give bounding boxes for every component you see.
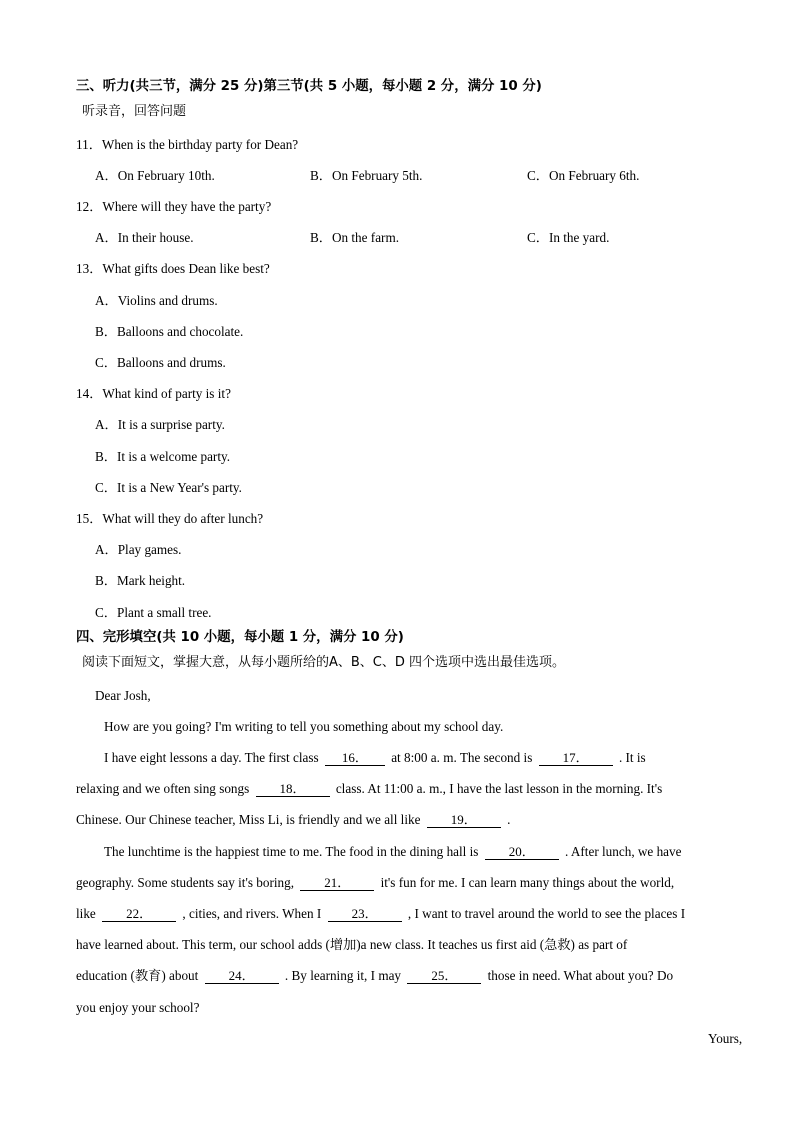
q13-option-b[interactable]: B．Balloons and chocolate.: [95, 324, 244, 339]
blank-22[interactable]: 22．: [102, 906, 176, 922]
passage-text: I have eight lessons a day. The first class: [104, 750, 319, 765]
section4-title: 四、完形填空(共 10 小题，每小题 1 分，满分 10 分): [76, 630, 404, 645]
passage-text: at 8:00 a. m. The second is: [391, 750, 533, 765]
section3-title: 三、听力(共三节，满分 25 分)第三节(共 5 小题，每小题 2 分，满分 10 分): [76, 79, 542, 94]
passage-line-7: [76, 905, 685, 923]
q12-option-c[interactable]: C．In the yard.: [527, 230, 610, 245]
q13-option-c[interactable]: C．Balloons and drums.: [95, 355, 226, 370]
passage-line-3: [76, 780, 662, 798]
passage-text: like: [76, 906, 96, 921]
passage-text: . It is: [618, 750, 646, 765]
passage-line-2: [104, 749, 646, 767]
q11-option-a[interactable]: A．On February 10th.: [95, 168, 215, 183]
letter-greeting: Dear Josh,: [95, 688, 151, 703]
question-14: 14．What kind of party is it?: [76, 386, 231, 401]
passage-text: , cities, and rivers. When I: [182, 906, 322, 921]
section4-instruction: 阅读下面短文，掌握大意，从每小题所给的A、B、C、D 四个选项中选出最佳选项。: [82, 655, 566, 670]
passage-line-6: [76, 874, 674, 892]
passage-text: those in need. What about you? Do: [487, 968, 674, 983]
passage-line-1: How are you going? I'm writing to tell you something about my school day.: [104, 719, 504, 734]
q11-option-b[interactable]: B．On February 5th.: [310, 168, 423, 183]
q13-option-a[interactable]: A．Violins and drums.: [95, 293, 218, 308]
passage-text: Chinese. Our Chinese teacher, Miss Li, is friendly and we all like: [76, 812, 421, 827]
blank-20[interactable]: 20．: [485, 844, 559, 860]
q15-option-b[interactable]: B．Mark height.: [95, 573, 186, 588]
blank-25[interactable]: 25．: [407, 968, 481, 984]
question-12: 12．Where will they have the party?: [76, 199, 272, 214]
blank-16[interactable]: 16．: [325, 750, 385, 766]
q14-option-c[interactable]: C．It is a New Year's party.: [95, 480, 242, 495]
passage-line-8: have learned about. This term, our school adds (增加)a new class. It teaches us first aid (急救) as part of: [76, 937, 628, 952]
passage-text: The lunchtime is the happiest time to me. The food in the dining hall is: [104, 844, 479, 859]
passage-line-5: [104, 843, 681, 861]
passage-text: relaxing and we often sing songs: [76, 781, 250, 796]
passage-text: it's fun for me. I can learn many things about the world,: [380, 875, 675, 890]
blank-17[interactable]: 17．: [539, 750, 613, 766]
passage-text: . After lunch, we have: [565, 844, 682, 859]
q12-option-a[interactable]: A．In their house.: [95, 230, 194, 245]
q15-option-a[interactable]: A．Play games.: [95, 542, 182, 557]
passage-line-4: [76, 811, 510, 829]
q12-option-b[interactable]: B．On the farm.: [310, 230, 399, 245]
letter-closing: Yours,: [708, 1031, 743, 1046]
q15-option-c[interactable]: C．Plant a small tree.: [95, 605, 212, 620]
blank-23[interactable]: 23．: [328, 906, 402, 922]
passage-text: . By learning it, I may: [284, 968, 402, 983]
blank-21[interactable]: 21．: [300, 875, 374, 891]
q14-option-a[interactable]: A．It is a surprise party.: [95, 417, 225, 432]
question-11: 11．When is the birthday party for Dean?: [76, 137, 299, 152]
blank-19[interactable]: 19．: [427, 812, 501, 828]
q11-option-c[interactable]: C．On February 6th.: [527, 168, 640, 183]
blank-18[interactable]: 18．: [256, 781, 330, 797]
passage-text: , I want to travel around the world to see the places I: [407, 906, 686, 921]
passage-text: .: [507, 812, 511, 827]
q14-option-b[interactable]: B．It is a welcome party.: [95, 449, 231, 464]
passage-line-9: [76, 967, 673, 985]
passage-text: geography. Some students say it's boring,: [76, 875, 294, 890]
question-13: 13．What gifts does Dean like best?: [76, 261, 270, 276]
blank-24[interactable]: 24．: [205, 968, 279, 984]
section3-instruction: 听录音，回答问题: [82, 104, 187, 119]
question-15: 15．What will they do after lunch?: [76, 511, 264, 526]
passage-text: class. At 11:00 a. m., I have the last lesson in the morning. It's: [335, 781, 663, 796]
passage-text: education (教育) about: [76, 968, 199, 983]
passage-line-10: you enjoy your school?: [76, 1000, 200, 1015]
